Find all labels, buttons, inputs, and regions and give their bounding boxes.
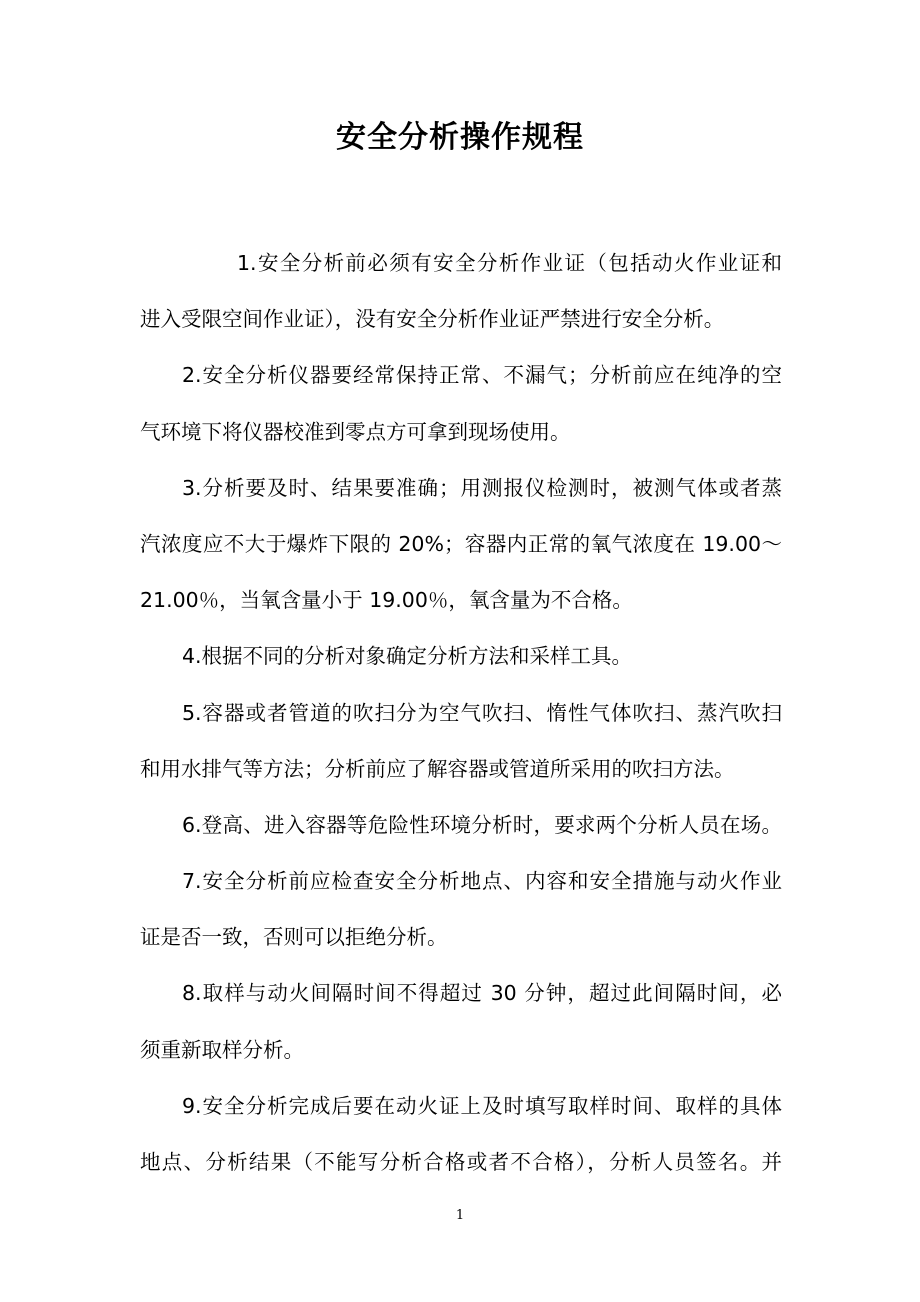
paragraph-3-line-3: 21.00％，当氧含量小于 19.00％，氧含量为不合格。 <box>140 588 633 613</box>
paragraph-4-line-1: 4.根据不同的分析对象确定分析方法和采样工具。 <box>182 644 633 669</box>
paragraph-3-line-1: 3.分析要及时、结果要准确；用测报仪检测时，被测气体或者蒸 <box>182 475 782 500</box>
paragraph-2-line-1: 2.安全分析仪器要经常保持正常、不漏气；分析前应在纯净的空 <box>182 363 782 388</box>
paragraph-1-line-2: 进入受限空间作业证），没有安全分析作业证严禁进行安全分析。 <box>140 307 725 332</box>
paragraph-1-line-1: 1.安全分析前必须有安全分析作业证（包括动火作业证和 <box>237 251 782 275</box>
paragraph-9-line-2: 地点、分析结果（不能写分析合格或者不合格），分析人员签名。并 <box>140 1150 782 1174</box>
paragraph-6-line-1: 6.登高、进入容器等危险性环境分析时，要求两个分析人员在场。 <box>182 812 782 837</box>
paragraph-3-line-2: 汽浓度应不大于爆炸下限的 20%；容器内正常的氧气浓度在 19.00～ <box>140 531 782 556</box>
paragraph-5-line-2: 和用水排气等方法；分析前应了解容器或管道所采用的吹扫方法。 <box>140 756 735 781</box>
paragraph-9-line-1: 9.安全分析完成后要在动火证上及时填写取样时间、取样的具体 <box>182 1093 782 1118</box>
document-body <box>140 235 782 1190</box>
paragraph-8-line-2: 须重新取样分析。 <box>140 1037 304 1062</box>
paragraph-2-line-2: 气环境下将仪器校准到零点方可拿到现场使用。 <box>140 419 571 444</box>
document-title: 安全分析操作规程 <box>336 120 584 155</box>
paragraph-7-line-2: 证是否一致，否则可以拒绝分析。 <box>140 925 448 950</box>
paragraph-8-line-1: 8.取样与动火间隔时间不得超过 30 分钟，超过此间隔时间，必 <box>182 981 782 1006</box>
page-number: 1 <box>455 1208 465 1223</box>
paragraph-5-line-1: 5.容器或者管道的吹扫分为空气吹扫、惰性气体吹扫、蒸汽吹扫 <box>182 700 782 725</box>
paragraph-7-line-1: 7.安全分析前应检查安全分析地点、内容和安全措施与动火作业 <box>182 869 782 894</box>
